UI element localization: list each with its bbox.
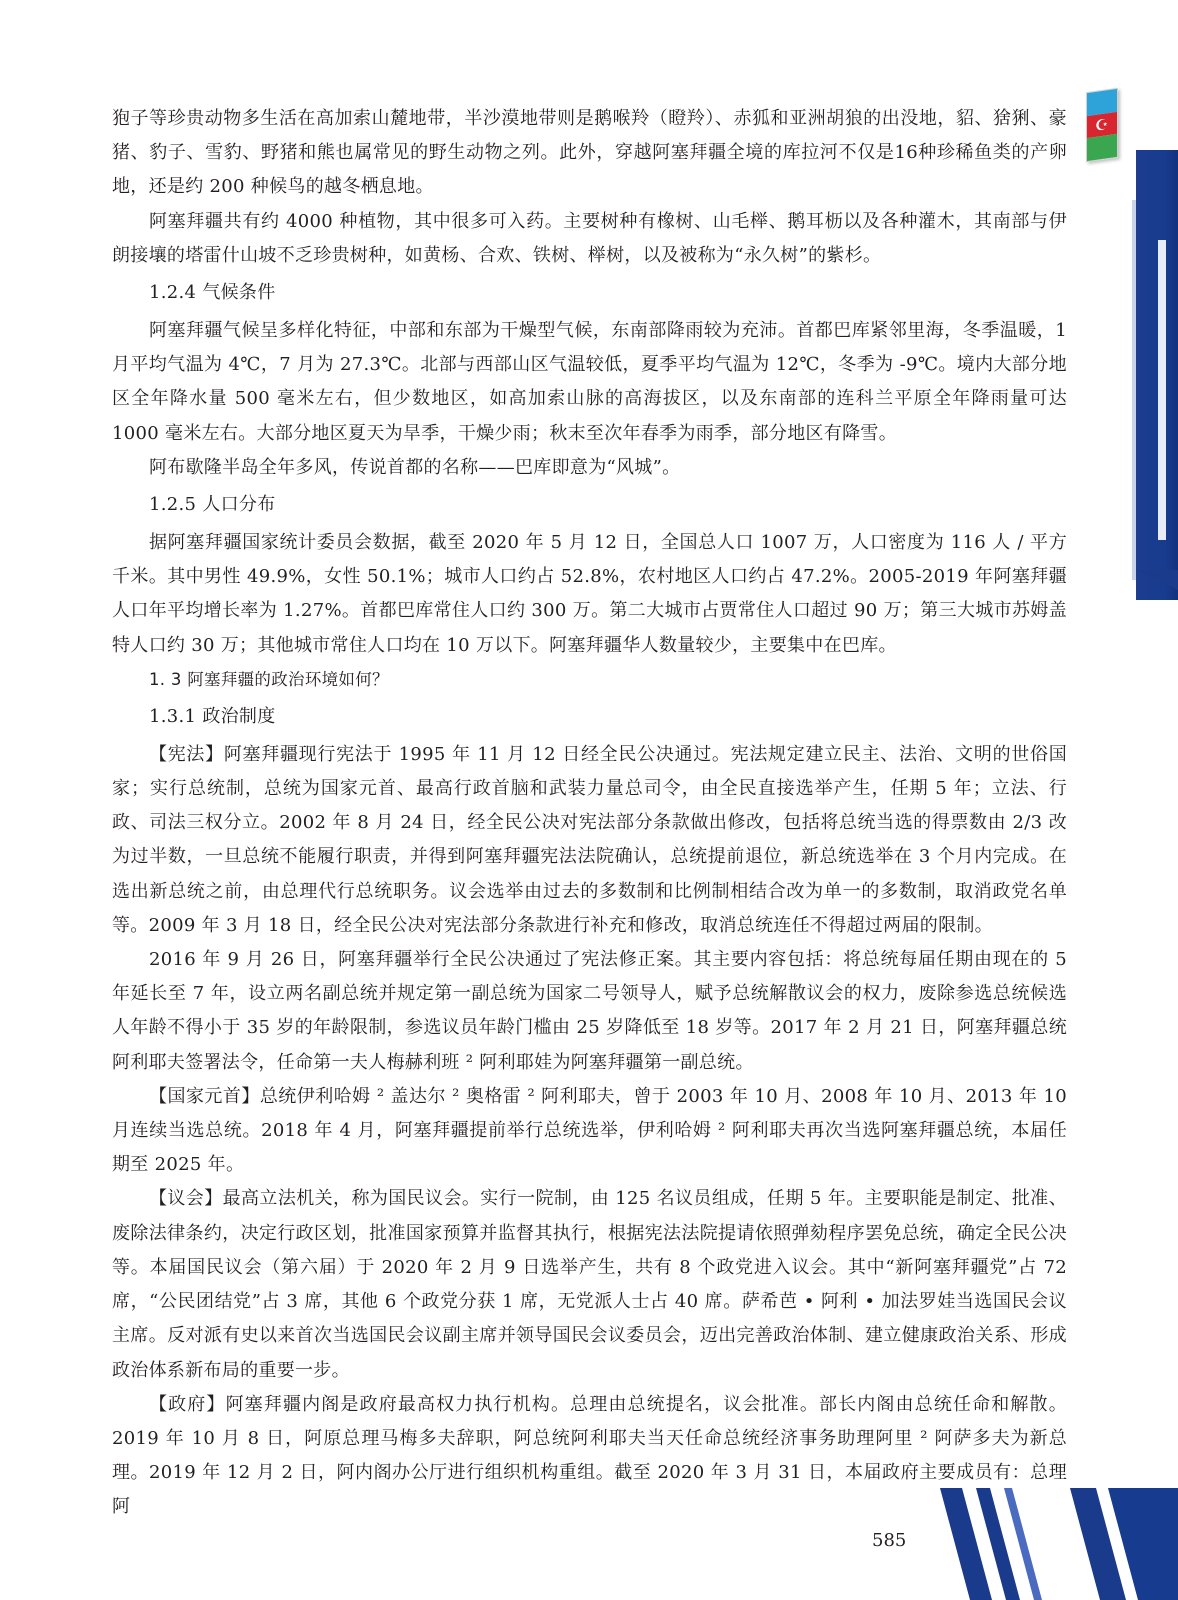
section-heading-population: 1.2.5 人口分布 — [149, 494, 276, 516]
corner-stripes-decoration — [940, 1478, 1178, 1600]
page-body — [112, 102, 1067, 1525]
paragraph-climate: 阿塞拜疆气候呈多样化特征，中部和东部为干燥型气候，东南部降雨较为充沛。首都巴库紧邻里海，冬季温暖，1 月平均气温为 4℃，7 月为 27.3℃。北部与西部山区气温较低，夏季平均气温为 12℃，冬季为 -9℃。境内大部分地区全年降水量 500 毫米左右，但少数地区，如高加索山脉的高海拔区，以及东南部的连科兰平原全年降雨量可达 1000 毫米左右。大部分地区夏天为旱季，干燥少雨；秋末至次年春季为雨季，部分地区有降雪。 — [112, 320, 1067, 444]
paragraph-population: 据阿塞拜疆国家统计委员会数据，截至 2020 年 5 月 12 日，全国总人口 1007 万，人口密度为 116 人 / 平方千米。其中男性 49.9%，女性 50.1%；城市人口约占 52.8%，农村地区人口约占 47.2%。2005-2019 年阿塞拜疆人口年平均增长率为 1.27%。首都巴库常住人口约 300 万。第二大城市占贾常住人口超过 90 万；第三大城市苏姆盖特人口约 30 万；其他城市常住人口均在 10 万以下。阿塞拜疆华人数量较少，主要集中在巴库。 — [112, 532, 1067, 656]
side-decoration-inner — [1158, 240, 1166, 540]
paragraph-wind-city: 阿布歇隆半岛全年多风，传说首都的名称——巴库即意为“风城”。 — [149, 456, 681, 478]
paragraph-government: 【政府】阿塞拜疆内阁是政府最高权力执行机构。总理由总统提名，议会批准。部长内阁由总统任命和解散。2019 年 10 月 8 日，阿原总理马梅多夫辞职，阿总统阿利耶夫当天任命总统经济事务助理阿里 ² 阿萨多夫为新总理。2019 年 12 月 2 日，阿内阁办公厅进行组织机构重组。截至 2020 年 3 月 31 日，本届政府主要成员有：总理阿 — [112, 1393, 1067, 1518]
flag-crescent-star-icon: ☪ — [1095, 114, 1109, 135]
paragraph-constitution: 【宪法】阿塞拜疆现行宪法于 1995 年 11 月 12 日经全民公决通过。宪法规定建立民主、法治、文明的世俗国家；实行总统制，总统为国家元首、最高行政首脑和武装力量总司令，由全民直接选举产生，任期 5 年；立法、行政、司法三权分立。2002 年 8 月 24 日，经全民公决对宪法部分条款做出修改，包括将总统当选的得票数由 2/3 改为过半数，一旦总统不能履行职责，并得到阿塞拜疆宪法法院确认，总统提前退位，新总统选举在 3 个月内完成。在选出新总统之前，由总理代行总统职务。议会选举由过去的多数制和比例制相结合改为单一的多数制，取消政党名单等。2009 年 3 月 18 日，经全民公决对宪法部分条款进行补充和修改，取消总统连任不得超过两届的限制。 — [112, 743, 1067, 936]
paragraph-plants: 阿塞拜疆共有约 4000 种植物，其中很多可入药。主要树种有橡树、山毛榉、鹅耳枥以及各种灌木，其南部与伊朗接壤的塔雷什山坡不乏珍贵树种，如黄杨、合欢、铁树、榉树，以及被称为“永久树”的紫杉。 — [112, 210, 1067, 266]
side-decoration-tip — [1136, 570, 1178, 590]
paragraph-parliament: 【议会】最高立法机关，称为国民议会。实行一院制，由 125 名议员组成，任期 5 年。主要职能是制定、批准、废除法律条约，决定行政区划，批准国家预算并监督其执行，根据宪法法院提请依照弹劾程序罢免总统，确定全民公决等。本届国民议会（第六届）于 2020 年 2 月 9 日选举产生，共有 8 个政党进入议会。其中“新阿塞拜疆党”占 72 席，“公民团结党”占 3 席，其他 6 个政党分获 1 席，无党派人士占 40 席。萨希芭 • 阿利 • 加法罗娃当选国民会议主席。反对派有史以来首次当选国民会议副主席并领导国民会议委员会，迈出完善政治体制、建立健康政治关系、形成政治体系新布局的重要一步。 — [112, 1188, 1067, 1381]
section-heading-political-system: 1.3.1 政治制度 — [149, 705, 276, 727]
flag-green-band — [1087, 134, 1117, 161]
paragraph-amendment-2016: 2016 年 9 月 26 日，阿塞拜疆举行全民公决通过了宪法修正案。其主要内容包括：将总统每届任期由现在的 5 年延长至 7 年，设立两名副总统并规定第一副总统为国家二号领导人，赋予总统解散议会的权力，废除参选总统候选人年龄不得小于 35 岁的年龄限制，参选议员年龄门槛由 25 岁降低至 18 岁等。2017 年 2 月 21 日，阿塞拜疆总统阿利耶夫签署法令，任命第一夫人梅赫利班 ² 阿利耶娃为阿塞拜疆第一副总统。 — [112, 949, 1067, 1073]
side-decoration-band — [1136, 150, 1178, 600]
paragraph-head-of-state: 【国家元首】总统伊利哈姆 ² 盖达尔 ² 奥格雷 ² 阿利耶夫，曾于 2003 年 10 月、2008 年 10 月、2013 年 10 月连续当选总统。2018 年 4 月，阿塞拜疆提前举行总统选举，伊利哈姆 ² 阿利耶夫再次当选阿塞拜疆总统，本届任期至 2025 年。 — [112, 1085, 1067, 1176]
section-heading-climate: 1.2.4 气候条件 — [149, 282, 276, 304]
paragraph-wildlife: 狍子等珍贵动物多生活在高加索山麓地带，半沙漠地带则是鹅喉羚（瞪羚）、赤狐和亚洲胡狼的出没地，貂、猞猁、豪猪、豹子、雪豹、野猪和熊也属常见的野生动物之列。此外，穿越阿塞拜疆全境的库拉河不仅是16种珍稀鱼类的产卵地，还是约 200 种候鸟的越冬栖息地。 — [112, 108, 1067, 198]
chapter-heading-politics: 1. 3 阿塞拜疆的政治环境如何？ — [149, 669, 389, 689]
page-number: 585 — [872, 1530, 907, 1551]
azerbaijan-flag-icon — [1086, 88, 1118, 162]
